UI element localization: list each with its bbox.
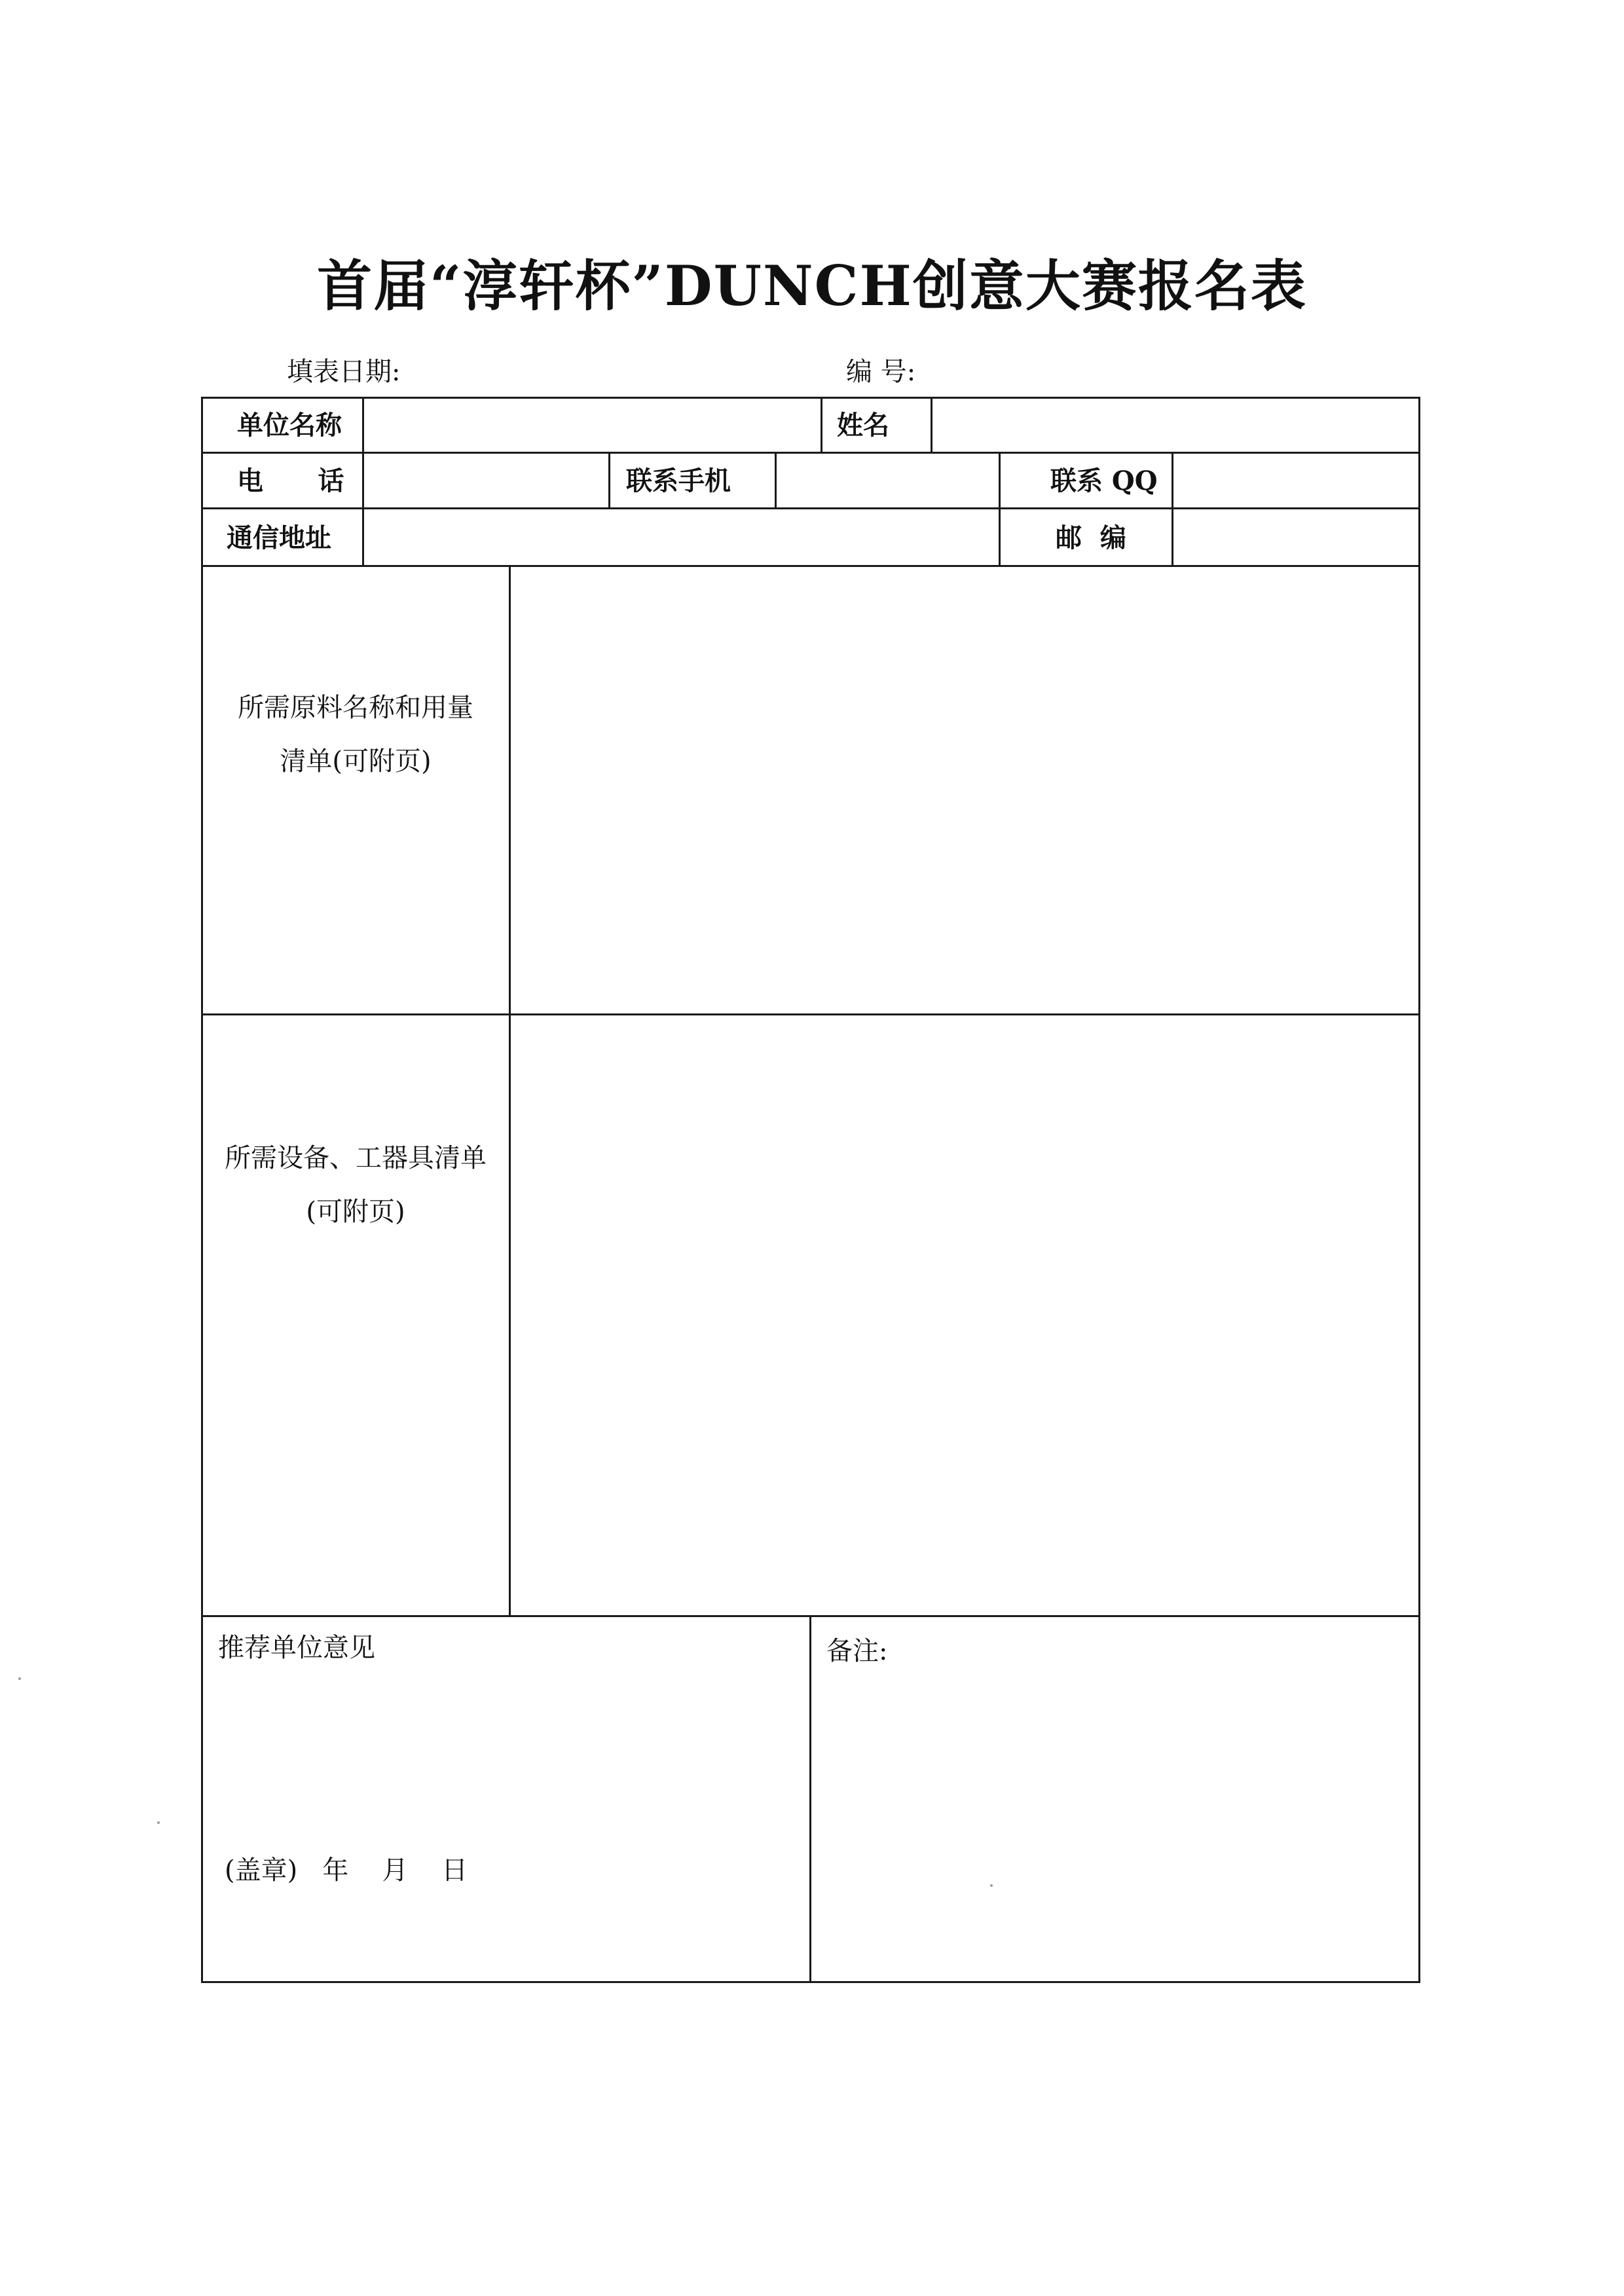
rule-row1	[201, 452, 1420, 454]
rule-r2-e	[1172, 452, 1173, 509]
equipment-label	[204, 1131, 507, 1239]
qq-field[interactable]	[1176, 454, 1416, 506]
rule-r1-a	[362, 397, 364, 454]
rule-top	[201, 397, 1420, 399]
rule-row2	[201, 507, 1420, 509]
mobile-field[interactable]	[779, 454, 997, 506]
remarks-label: 备注:	[826, 1636, 888, 1666]
unit-name-field[interactable]	[367, 399, 819, 450]
phone-label: 电 话	[237, 465, 344, 496]
mobile-label: 联系手机	[626, 465, 731, 496]
address-field[interactable]	[367, 510, 997, 564]
name-label: 姓名	[837, 410, 889, 441]
materials-label-line1: 所需原料名称和用量	[238, 693, 473, 723]
rule-section-divider	[509, 565, 511, 1617]
rule-r1-b	[821, 397, 822, 454]
materials-label-line2: 清单(可附页)	[280, 746, 432, 776]
rule-r3-b	[999, 507, 1001, 567]
form-title: 首届“淳轩杯”DUNCH创意大赛报名表	[317, 253, 1307, 318]
materials-field[interactable]	[513, 568, 1416, 1011]
equipment-field[interactable]	[513, 1017, 1416, 1613]
phone-field[interactable]	[367, 454, 606, 506]
unit-name-label: 单位名称	[237, 410, 342, 441]
rule-row3	[201, 565, 1420, 567]
remarks-field[interactable]	[814, 1676, 1415, 1977]
scan-speck	[157, 1821, 160, 1824]
rule-r1-c	[931, 397, 932, 454]
rule-r3-a	[362, 507, 364, 567]
postcode-field[interactable]	[1176, 510, 1416, 564]
rule-right	[1418, 397, 1420, 1983]
rule-left	[201, 397, 203, 1983]
rule-r2-c	[775, 452, 777, 509]
postcode-label: 邮 编	[1056, 522, 1126, 553]
rule-bottom-divider	[809, 1615, 811, 1983]
rule-r2-b	[608, 452, 610, 509]
recommendation-field[interactable]	[206, 1676, 807, 1833]
seal-date-line: (盖章) 年 月 日	[225, 1855, 468, 1886]
address-label: 通信地址	[227, 522, 331, 553]
rule-r3-c	[1172, 507, 1173, 567]
scan-speck	[990, 1884, 993, 1887]
scan-speck	[18, 1677, 21, 1680]
equipment-label-line2: (可附页)	[306, 1197, 405, 1227]
rule-r2-d	[999, 452, 1001, 509]
rule-materials	[201, 1013, 1420, 1015]
fill-date-label: 填表日期:	[287, 357, 401, 387]
recommendation-label: 推荐单位意见	[218, 1633, 375, 1663]
equipment-label-line1: 所需设备、工器具清单	[225, 1143, 487, 1173]
materials-label	[204, 681, 507, 788]
name-field[interactable]	[935, 399, 1416, 450]
qq-label: 联系 QQ	[1050, 465, 1158, 496]
form-number-label: 编 号:	[846, 357, 916, 387]
rule-r2-a	[362, 452, 364, 509]
